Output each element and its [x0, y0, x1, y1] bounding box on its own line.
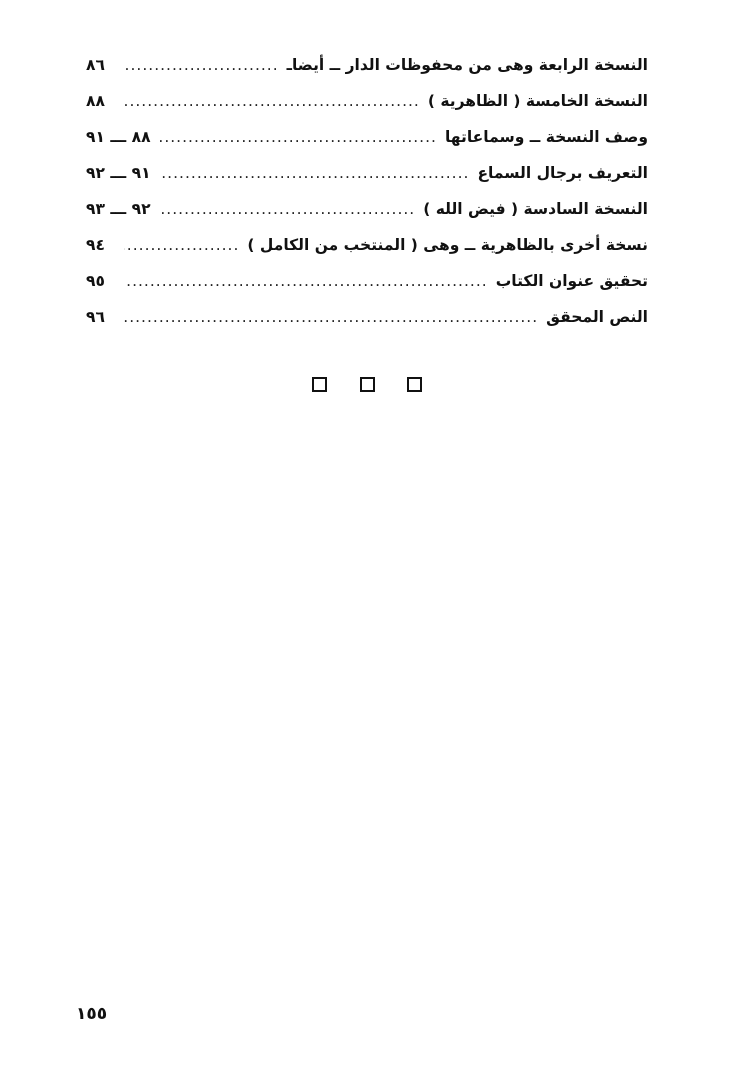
- table-of-contents: [86, 56, 648, 344]
- toc-entry-page: ٨٨ ـــ ٩١: [86, 128, 151, 146]
- toc-entry: [86, 236, 648, 272]
- toc-entry-page: ٩٦: [86, 308, 105, 326]
- toc-leader-dots: [124, 272, 488, 290]
- toc-entry-title: نسخة أخرى بالظاهرية ــ وهى ( المنتخب من الكامل ): [247, 236, 648, 254]
- toc-entry-title: النسخة السادسة ( فيض الله ): [423, 200, 648, 218]
- toc-entry-page: ٩١ ـــ ٩٢: [86, 164, 151, 182]
- toc-entry-page: ٩٤: [86, 236, 105, 254]
- toc-entry-title: النسخة الرابعة وهى من محفوظات الدار ــ أيضاـ: [286, 56, 648, 74]
- toc-leader-dots: [159, 164, 470, 182]
- toc-leader-dots: [124, 56, 279, 74]
- toc-entry: [86, 200, 648, 236]
- toc-entry: [86, 92, 648, 128]
- toc-entry: [86, 128, 648, 164]
- toc-leader-dots: [124, 92, 420, 110]
- toc-entry-title: التعريف برجال السماع: [477, 164, 648, 182]
- toc-entry-title: وصف النسخة ــ وسماعاتها: [444, 128, 648, 146]
- page-number: ١٥٥: [76, 1004, 108, 1024]
- toc-leader-dots: [159, 200, 416, 218]
- toc-entry-page: ٨٦: [86, 56, 105, 74]
- toc-entry: [86, 308, 648, 344]
- toc-entry-page: ٩٥: [86, 272, 105, 290]
- hollow-square-icon: [407, 377, 422, 392]
- section-end-ornament: [312, 377, 422, 392]
- toc-entry-title: النسخة الخامسة ( الظاهرية ): [427, 92, 648, 110]
- toc-entry: [86, 272, 648, 308]
- toc-entry: [86, 56, 648, 92]
- hollow-square-icon: [360, 377, 375, 392]
- toc-entry-title: تحقيق عنوان الكتاب: [495, 272, 648, 290]
- toc-leader-dots: [159, 128, 437, 146]
- toc-leader-dots: [124, 308, 538, 326]
- toc-entry-title: النص المحقق: [546, 308, 648, 326]
- hollow-square-icon: [312, 377, 327, 392]
- toc-entry-page: ٩٢ ـــ ٩٣: [86, 200, 151, 218]
- toc-entry: [86, 164, 648, 200]
- toc-entry-page: ٨٨: [86, 92, 105, 110]
- toc-leader-dots: [124, 236, 239, 254]
